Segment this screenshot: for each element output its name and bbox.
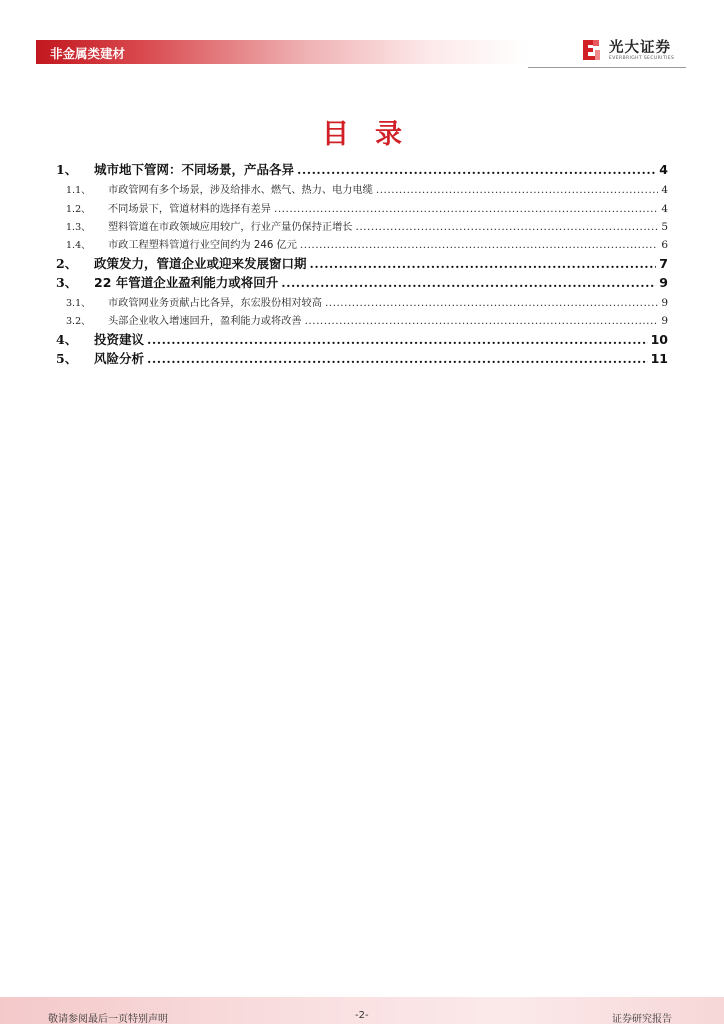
toc-entry-number: 3.1、 [66,298,91,309]
toc-entry-page: 10 [650,332,668,347]
header-section-band [36,40,528,64]
toc-entry-text: 头部企业收入增速回升，盈利能力或将改善 [108,316,302,327]
toc-entry-page: 5 [661,221,668,233]
toc-entry-3-2[interactable] [66,312,668,327]
toc-entry-page: 4 [659,162,668,177]
toc-entry-text: 市政管网有多个场景，涉及给排水、燃气、热力、电力电缆 [108,185,373,196]
toc-entry-3[interactable] [56,273,668,291]
toc-entry-number: 2、 [56,256,78,271]
toc-entry-number: 5、 [56,351,78,366]
toc-leader-dots [281,275,656,290]
logo-english-name: EVERBRIGHT SECURITIES [609,56,675,61]
toc-entry-3-1[interactable] [66,294,668,309]
toc-entry-number: 1.1、 [66,185,91,196]
toc-entry-number: 1.3、 [66,222,91,233]
toc-leader-dots [356,221,659,233]
toc-leader-dots [376,184,658,196]
toc-entry-page: 4 [661,184,668,196]
toc-entry-text: 风险分析 [94,351,145,366]
toc-entry-text: 市政工程塑料管道行业空间约为 246 亿元 [108,240,297,251]
footer-disclaimer: 敬请参阅最后一页特别声明 [48,1014,168,1025]
toc-entry-page: 9 [661,297,668,309]
toc-leader-dots [310,256,657,271]
toc-leader-dots [147,332,648,347]
toc-entry-5[interactable] [56,349,668,367]
toc-entry-number: 4、 [56,332,78,347]
toc-entry-page: 11 [650,351,668,366]
toc-entry-page: 9 [659,275,668,290]
toc-entry-text: 政策发力，管道企业或迎来发展窗口期 [94,256,307,271]
page-title: 目录 [322,119,428,150]
footer-report-type: 证券研究报告 [612,1014,672,1025]
logo-name: 光大证券 [609,40,671,56]
toc-entry-text: 22 年管道企业盈利能力或将回升 [94,275,279,290]
toc-entry-number: 3、 [56,275,78,290]
toc-entry-text: 市政管网业务贡献占比各异，东宏股份相对较高 [108,298,322,309]
toc-entry-page: 7 [659,256,668,271]
toc-entry-number: 1.2、 [66,204,91,215]
toc-leader-dots [300,239,658,251]
toc-entry-1-4[interactable] [66,236,668,251]
toc-entry-page: 4 [661,203,668,215]
toc-entry-1-1[interactable] [66,181,668,196]
toc-entry-number: 1、 [56,162,78,177]
toc-entry-text: 塑料管道在市政领域应用较广，行业产量仍保持正增长 [108,222,353,233]
toc-entry-text: 投资建议 [94,332,145,347]
toc-entry-1-2[interactable] [66,200,668,215]
company-logo [581,36,691,66]
toc-entry-1-3[interactable] [66,218,668,233]
footer-page-number: -2- [355,1010,369,1021]
logo-mark-icon [581,38,601,60]
toc-entry-text: 不同场景下，管道材料的选择有差异 [108,204,271,215]
toc-entry-number: 3.2、 [66,316,91,327]
toc-leader-dots [297,162,656,177]
toc-entry-4[interactable] [56,330,668,348]
toc-entry-page: 9 [661,315,668,327]
toc-entry-text: 城市地下管网：不同场景，产品各异 [94,162,295,177]
toc-entry-page: 6 [661,239,668,251]
toc-leader-dots [274,203,658,215]
toc-entry-number: 1.4、 [66,240,91,251]
header-divider [528,67,686,68]
toc-leader-dots [325,297,658,309]
toc-leader-dots [305,315,659,327]
section-tag: 非金属类建材 [50,46,126,61]
toc-entry-1[interactable] [56,160,668,178]
toc-leader-dots [147,351,648,366]
toc-entry-2[interactable] [56,254,668,272]
